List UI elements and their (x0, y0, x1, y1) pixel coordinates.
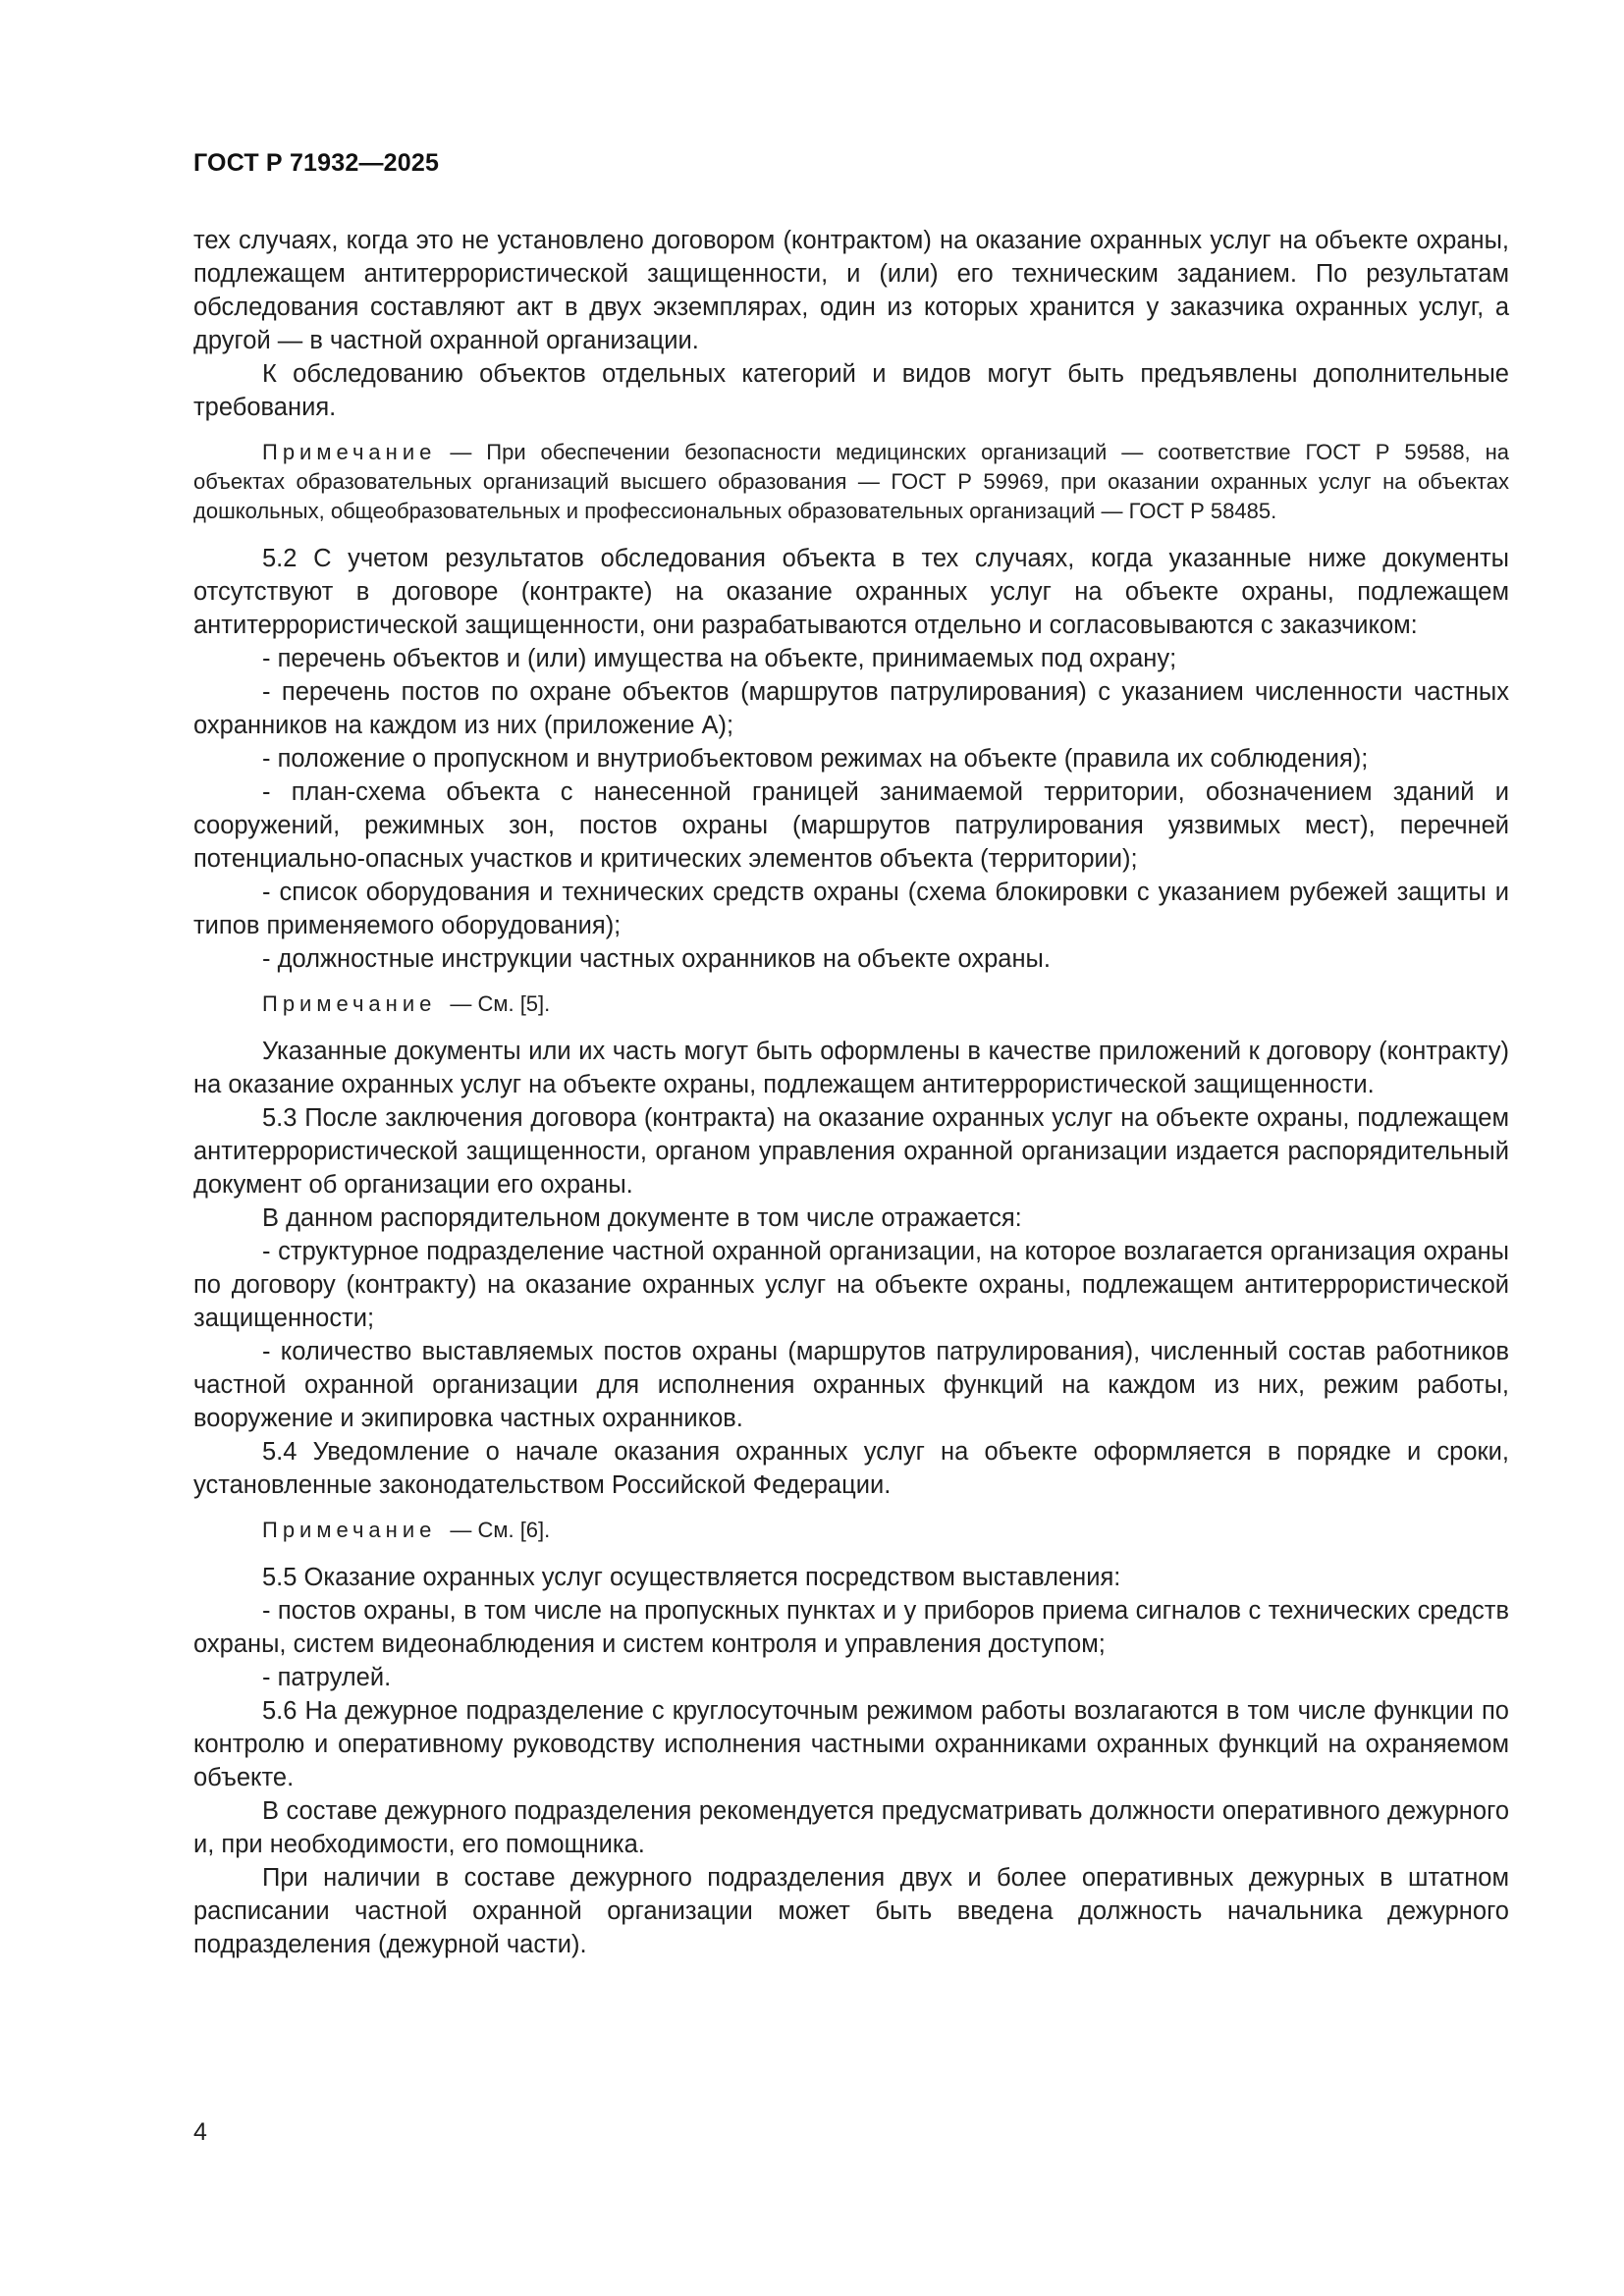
note-2 (193, 989, 1509, 1019)
note-label: Примечание (262, 991, 437, 1016)
document-header: ГОСТ Р 71932—2025 (193, 149, 440, 177)
note-text: — При обеспечении безопасности медицинских организаций — соответствие ГОСТ Р 59588, на объектах образовательных организаций высшего образования — ГОСТ Р 59969, при оказании охранных услуг на объектах дошкольных, общеобразовательных и профессиональных образовательных организаций — ГОСТ Р 58485. (193, 440, 1509, 523)
list-item: - структурное подразделение частной охранной организации, на которое возлагается организация охраны по договору (контракту) на оказание охранных услуг на объекте охраны, подлежащем антитеррористической защищенности; (193, 1238, 1509, 1332)
list-item: - перечень объектов и (или) имущества на объекте, принимаемых под охрану; (262, 645, 1177, 672)
note-3 (193, 1516, 1509, 1545)
list-item: - список оборудования и технических средств охраны (схема блокировки с указанием рубежей защиты и типов применяемого оборудования); (193, 879, 1509, 939)
paragraph-5-3: 5.3 После заключения договора (контракта) на оказание охранных услуг на объекте охраны, подлежащем антитеррористической защищенности, органом управления охранной организации издается распорядительный документ об организации его охраны. (193, 1104, 1509, 1199)
list-item: - постов охраны, в том числе на пропускных пунктах и у приборов приема сигналов с технических средств охраны, систем видеонаблюдения и систем контроля и управления доступом; (193, 1597, 1509, 1658)
document-body (193, 224, 1509, 1961)
note-text: — См. [5]. (450, 991, 551, 1016)
list-item: - патрулей. (262, 1664, 392, 1691)
paragraph-categories: К обследованию объектов отдельных категорий и видов могут быть предъявлены дополнительные требования. (193, 360, 1509, 421)
list-item: - количество выставляемых постов охраны (маршрутов патрулирования), численный состав работников частной охранной организации для исполнения охранных функций на каждом из них, режим работы, вооружение и экипировка частных охранников. (193, 1338, 1509, 1432)
list-item: - положение о пропускном и внутриобъектовом режимах на объекте (правила их соблюдения); (262, 745, 1369, 773)
paragraph-5-5: 5.5 Оказание охранных услуг осуществляется посредством выставления: (262, 1564, 1121, 1591)
paragraph-order: В данном распорядительном документе в том числе отражается: (262, 1204, 1022, 1232)
note-label: Примечание (262, 440, 437, 464)
note-label: Примечание (262, 1518, 437, 1542)
list-item: - план-схема объекта с нанесенной границей занимаемой территории, обозначением зданий и сооружений, режимных зон, постов охраны (маршрутов патрулирования уязвимых мест), перечней потенциально-опасных участков и критических элементов объекта (территории); (193, 778, 1509, 873)
paragraph-5-4: 5.4 Уведомление о начале оказания охранных услуг на объекте оформляется в порядке и сроки, установленные законодательством Российской Федерации. (193, 1438, 1509, 1499)
paragraph-5-6: 5.6 На дежурное подразделение с круглосуточным режимом работы возлагаются в том числе функции по контролю и оперативному руководству исполнения частными охранниками охранных функций на охраняемом объекте. (193, 1697, 1509, 1791)
paragraph-duty-chief: При наличии в составе дежурного подразделения двух и более оперативных дежурных в штатном расписании частной охранной организации может быть введена должность начальника дежурного подразделения (дежурной части). (193, 1864, 1509, 1958)
list-item: - должностные инструкции частных охранников на объекте охраны. (262, 945, 1051, 973)
paragraph-5-2: 5.2 С учетом результатов обследования объекта в тех случаях, когда указанные ниже документы отсутствуют в договоре (контракте) на оказание охранных услуг на объекте охраны, подлежащем антитеррористической защищенности, они разрабатываются отдельно и согласовываются с заказчиком: (193, 545, 1509, 639)
note-1 (193, 438, 1509, 526)
paragraph-continuation: тех случаях, когда это не установлено договором (контрактом) на оказание охранных услуг на объекте охраны, подлежащем антитеррористической защищенности, и (или) его техническим заданием. По результатам обследования составляют акт в двух экземплярах, один из которых хранится у заказчика охранных услуг, а другой — в частной охранной организации. (193, 227, 1509, 354)
paragraph-duty-staff: В составе дежурного подразделения рекомендуется предусматривать должности оперативного дежурного и, при необходимости, его помощника. (193, 1797, 1509, 1858)
paragraph-documents: Указанные документы или их часть могут быть оформлены в качестве приложений к договору (контракту) на оказание охранных услуг на объекте охраны, подлежащем антитеррористической защищенности. (193, 1038, 1509, 1098)
page-number: 4 (193, 2118, 207, 2146)
list-item: - перечень постов по охране объектов (маршрутов патрулирования) с указанием численности частных охранников на каждом из них (приложение А); (193, 678, 1509, 739)
note-text: — См. [6]. (450, 1518, 551, 1542)
